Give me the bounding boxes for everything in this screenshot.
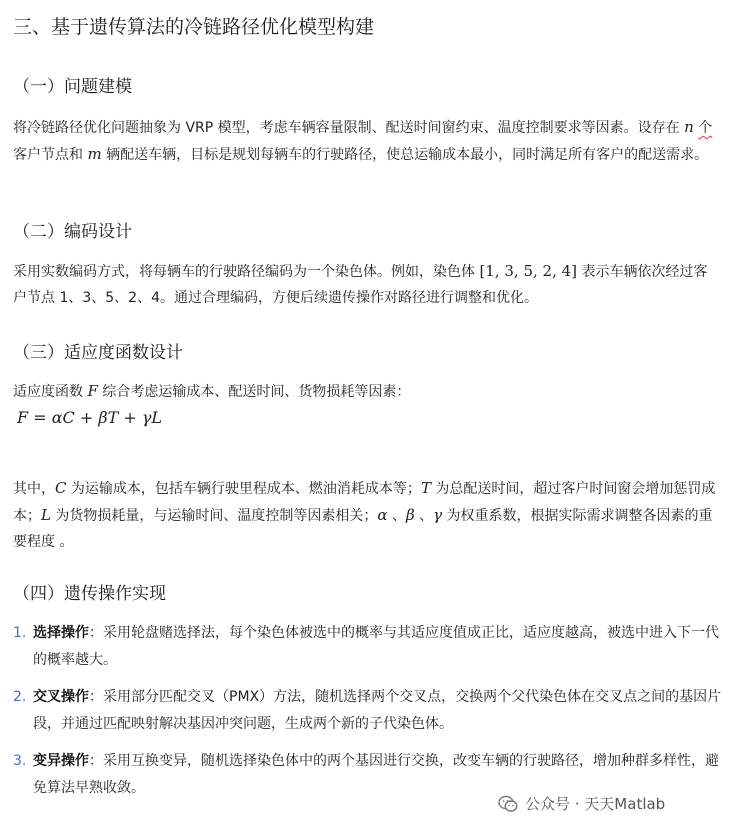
math-var-L: L: [41, 506, 51, 524]
fitness-explanation-paragraph: 其中，C 为运输成本，包括车辆行驶里程成本、燃油消耗成本等；T 为总配送时间，超过客户时间窗会增加惩罚成本；L 为货物损耗量，与运输时间、温度控制等因素相关；α 、β 、γ 为权重系数，根据实际需求调整各因素的重要程度 。: [13, 479, 716, 550]
encoding-paragraph: 采用实数编码方式，将每辆车的行驶路径编码为一个染色体。例如，染色体 [1, 3, 5, 2, 4] 表示车辆依次经过客户节点 1、3、5、2、4。通过合理编码，方便后续遗传操作对路径进行调整和优化。: [13, 262, 708, 306]
fitness-formula: F = αC + βT + γL: [17, 408, 163, 427]
math-chromosome: [1, 3, 5, 2, 4]: [479, 262, 578, 280]
section-heading-problem-modeling: （一）问题建模: [13, 77, 132, 97]
section-heading-encoding: （二）编码设计: [13, 222, 132, 242]
wechat-icon: [498, 795, 518, 813]
section-heading-genetic-operations: （四）遗传操作实现: [13, 584, 166, 604]
genetic-operations-list: [13, 620, 728, 812]
list-number: 3.: [13, 753, 27, 769]
math-var-alpha: α: [377, 506, 388, 524]
list-number: 2.: [13, 689, 27, 705]
problem-modeling-paragraph: 将冷链路径优化问题抽象为 VRP 模型，考虑车辆容量限制、配送时间窗约束、温度控制要求等因素。设存在 n 个客户节点和 m 辆配送车辆，目标是规划每辆车的行驶路径，使总运输成本最小，同时满足所有客户的配送需求。: [13, 118, 713, 163]
math-var-F: F: [87, 382, 98, 400]
watermark: [498, 793, 665, 814]
math-var-T: T: [420, 479, 431, 497]
math-var-n: n: [684, 118, 694, 136]
fitness-intro-paragraph: 适应度函数 F 综合考虑运输成本、配送时间、货物损耗等因素：: [13, 382, 411, 400]
list-term: 选择操作: [33, 625, 89, 641]
list-term: 变异操作: [33, 753, 89, 769]
math-var-beta: β: [406, 506, 415, 524]
math-var-gamma: γ: [433, 506, 443, 524]
list-term: 交叉操作: [33, 689, 89, 705]
page-title: 三、基于遗传算法的冷链路径优化模型构建: [13, 16, 375, 38]
list-text: ：采用部分匹配交叉（PMX）方法，随机选择两个交叉点，交换两个父代染色体在交叉点之间的基因片段，并通过匹配映射解决基因冲突问题，生成两个新的子代染色体。: [33, 689, 722, 732]
list-item-crossover: [13, 684, 723, 738]
list-item-selection: [13, 620, 723, 674]
watermark-text: 公众号 · 天天Matlab: [525, 795, 666, 813]
spellcheck-underlined-word: 个: [698, 120, 713, 136]
section-heading-fitness: （三）适应度函数设计: [13, 343, 183, 363]
list-number: 1.: [13, 625, 27, 641]
math-var-C: C: [55, 479, 67, 497]
list-text: ：采用互换变异，随机选择染色体中的两个基因进行交换，改变车辆的行驶路径，增加种群多样性，避免算法早熟收敛。: [33, 753, 719, 796]
math-var-m: m: [87, 145, 102, 163]
list-text: ：采用轮盘赌选择法，每个染色体被选中的概率与其适应度值成正比，适应度越高，被选中进入下一代的概率越大。: [33, 625, 719, 668]
